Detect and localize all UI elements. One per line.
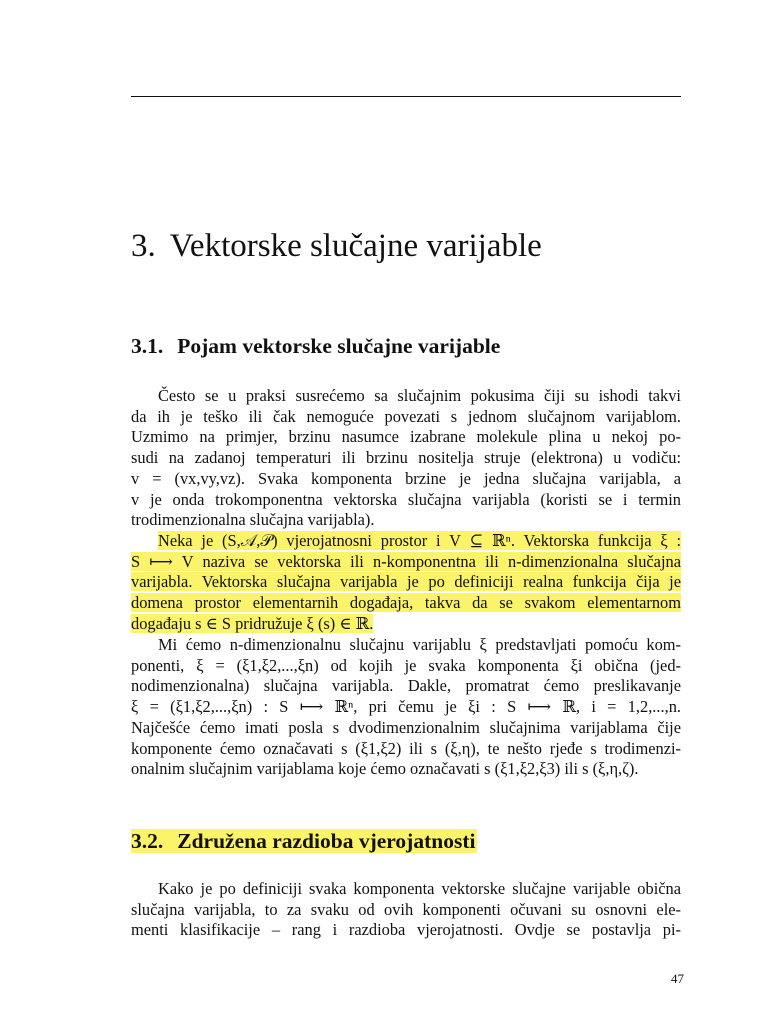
- chapter-title-text: Vektorske slučajne varijable: [169, 228, 542, 264]
- highlighted-text: domena prostor elementarnih događaja, takva da se svakom elementarnom: [131, 593, 681, 613]
- paragraph-line: slučajna varijabla, to za svaku od ovih komponenti očuvani su osnovni ele-: [131, 899, 681, 919]
- highlighted-heading: [131, 829, 477, 853]
- paragraph-line: onalnim slučajnim varijablama koje ćemo označavati s (ξ1,ξ2,ξ3) ili s (ξ,η,ζ).: [131, 759, 639, 779]
- paragraph-line: v = (vx,vy,vz). Svaka komponenta brzine je jedna slučajna varijabla, a: [131, 468, 681, 488]
- page-number: 47: [671, 971, 684, 986]
- paragraph-line: Mi ćemo n-dimenzionalnu slučajnu varijablu ξ predstavljati pomoću kom-: [158, 635, 681, 654]
- paragraph-line: trodimenzionalna slučajna varijabla).: [131, 510, 375, 530]
- highlighted-text: događaju s ∈ S pridružuje ξ (s) ∈ ℝ.: [131, 613, 374, 633]
- paragraph-line: [131, 614, 681, 635]
- chapter-title: [131, 228, 691, 265]
- section-title-3-1: [131, 334, 691, 359]
- paragraph-components: [131, 635, 681, 780]
- paragraph-line: sudi na zadanoj temperaturi ili brzinu nositelja struje (elektrona) u vodiču:: [131, 448, 681, 468]
- paragraph-line: Najčešće ćemo imati posla s dvodimenzionalnim slučajnima varijablama čije: [131, 717, 681, 737]
- highlighted-text: S ⟼ V naziva se vektorska ili n-komponentna ili n-dimenzionalna slučajna: [131, 551, 681, 571]
- paragraph-line: Često se u praksi susrećemo sa slučajnim pokusima čiji su ishodi takvi: [158, 386, 681, 405]
- chapter-number: 3.: [131, 228, 156, 264]
- highlighted-text: Neka je (S,𝒜,𝒫) vjerojatnosni prostor i V ⊆ ℝⁿ. Vektorska funkcija ξ :: [158, 531, 681, 550]
- paragraph-line: [131, 531, 681, 552]
- section-number: 3.1.: [131, 334, 164, 358]
- header-rule: [131, 96, 681, 97]
- paragraph-line: da ih je teško ili čak nemoguće povezati s jednom slučajnom varijablom.: [131, 406, 681, 426]
- paragraph-line: nodimenzionalna) slučajna varijabla. Dakle, promatrat ćemo preslikavanje: [131, 676, 681, 696]
- paragraph-intro: [131, 386, 681, 531]
- paragraph-line: Kako je po definiciji svaka komponenta vektorske slučajne varijable obična: [158, 879, 681, 898]
- section-title-3-2: [131, 829, 691, 854]
- paragraph-line: [131, 593, 681, 614]
- definition-paragraph: [131, 531, 681, 635]
- highlighted-text: varijabla. Vektorska slučajna varijabla je po definiciji realna funkcija čija je: [131, 572, 681, 592]
- section-title-text: Pojam vektorske slučajne varijable: [177, 334, 501, 358]
- paragraph-line: komponente ćemo označavati s (ξ1,ξ2) ili s (ξ,η), te nešto rjeđe s trodimenzi-: [131, 738, 681, 758]
- paragraph-line: [131, 572, 681, 593]
- paragraph-joint-distribution: [131, 879, 681, 941]
- paragraph-line: ponenti, ξ = (ξ1,ξ2,...,ξn) od kojih je svaka komponenta ξi obična (jed-: [131, 655, 681, 675]
- paragraph-line: [131, 552, 681, 573]
- paragraph-line: Uzmimo na primjer, brzinu nasumce izabrane molekule plina u nekoj po-: [131, 427, 681, 447]
- section-title-text: Združena razdioba vjerojatnosti: [177, 829, 476, 853]
- paragraph-line: v je onda trokomponentna vektorska slučajna varijabla (koristi se i termin: [131, 489, 681, 509]
- paragraph-line: ξ = (ξ1,ξ2,...,ξn) : S ⟼ ℝⁿ, pri čemu je ξi : S ⟼ ℝ, i = 1,2,...,n.: [131, 697, 681, 717]
- paragraph-line: menti klasifikacije – rang i razdioba vjerojatnosti. Ovdje se postavlja pi-: [131, 920, 681, 940]
- section-number: 3.2.: [131, 829, 164, 853]
